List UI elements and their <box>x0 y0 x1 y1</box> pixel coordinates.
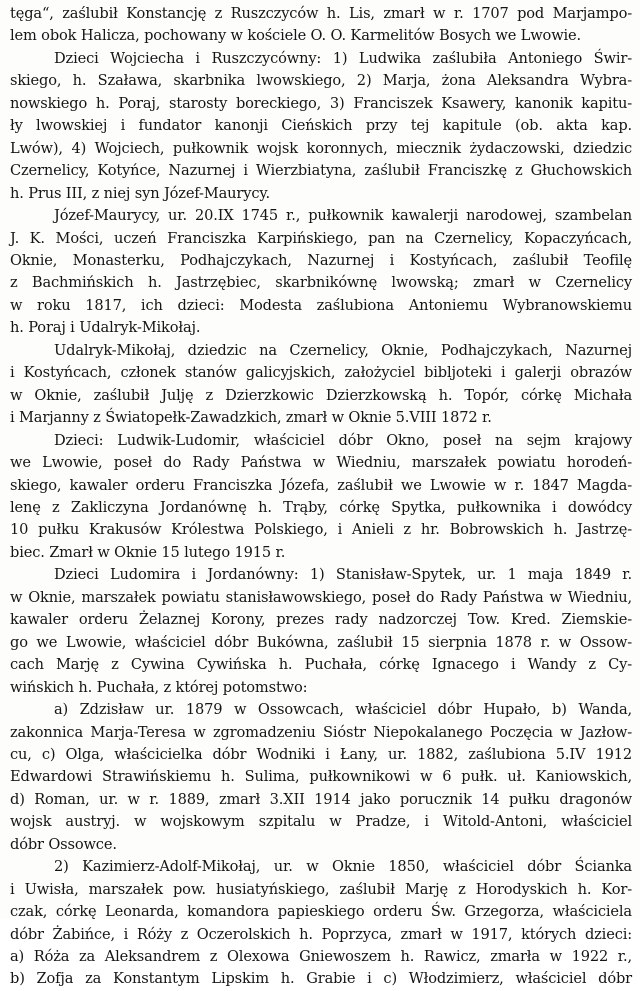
text-line: w roku 1817, ich dzieci: Modesta zaślubiona Antoniemu Wybranowskiemu <box>10 296 632 314</box>
text-line: Czernelicy, Kotyńce, Nazurnej i Wierzbiatyna, zaślubił Franciszkę z Głuchowskich <box>10 162 632 180</box>
text-line: z Bachmińskich h. Jastrzębiec, skarbnikównę lwowską; zmarł w Czernelicy <box>10 274 632 292</box>
text-line: a) Róża za Aleksandrem z Olexowa Gniewoszem h. Rawicz, zmarła w 1922 r., <box>10 948 632 966</box>
text-line: go we Lwowie, właściciel dóbr Bukówna, zaślubił 15 sierpnia 1878 r. w Ossow- <box>10 633 632 651</box>
text-line: nowskiego h. Poraj, starosty boreckiego, 3) Franciszek Ksawery, kanonik kapitu- <box>10 94 632 112</box>
text-line: 10 pułku Krakusów Królestwa Polskiego, i Anieli z hr. Bobrowskich h. Jastrzę- <box>10 521 632 539</box>
text-line: Dzieci Ludomira i Jordanówny: 1) Stanisław-Spytek, ur. 1 maja 1849 r. <box>54 566 632 584</box>
text-line: cu, c) Olga, właścicielka dóbr Wodniki i Łany, ur. 1882, zaślubiona 5.IV 1912 <box>10 745 632 763</box>
paragraph <box>10 3 632 48</box>
text-line: cach Marję z Cywina Cywińska h. Puchała, córkę Ignacego i Wandy z Cy- <box>10 656 632 674</box>
text-line: i Uwisła, marszałek pow. husiatyńskiego, zaślubił Marję z Horodyskich h. Kor- <box>10 880 632 898</box>
paragraph <box>10 699 632 856</box>
text-line: tęga“, zaślubił Konstancję z Ruszczyców h. Lis, zmarł w r. 1707 pod Marjampo- <box>10 5 632 22</box>
text-line: we Lwowie, poseł do Rady Państwa w Wiedniu, marszałek powiatu horodeń- <box>10 454 632 472</box>
text-line: Dzieci: Ludwik-Ludomir, właściciel dóbr Okno, poseł na sejm krajowy <box>54 431 632 449</box>
text-line: zakonnica Marja-Teresa w zgromadzeniu Sióstr Niepokalanego Poczęcia w Jazłow- <box>10 723 632 741</box>
paragraph <box>10 48 632 205</box>
paragraph <box>10 430 632 565</box>
text-line: czak, córkę Leonarda, komandora papieskiego orderu Św. Grzegorza, właściciela <box>10 903 632 921</box>
text-line: dóbr Żabińce, i Róży z Oczerolskich h. Poprzyca, zmarł w 1917, których dzieci: <box>10 925 632 943</box>
text-line: Lwów), 4) Wojciech, pułkownik wojsk koronnych, miecznik żydaczowski, dziedzic <box>10 139 632 157</box>
text-line: i Kostyńcach, członek stanów galicyjskich, założyciel bibljoteki i galerji obrazów <box>10 364 632 382</box>
text-line: ły lwowskiej i fundator kanonji Cieńskich przy tej kapitule (ob. akta kap. <box>10 117 632 135</box>
paragraph <box>10 856 632 991</box>
text-line: skiego, h. Szaława, skarbnika lwowskiego, 2) Marja, żona Aleksandra Wybra- <box>10 72 632 90</box>
text-line: h. Prus III, z niej syn Józef-Maurycy. <box>10 184 270 202</box>
text-line: i Marjanny z Światopełk-Zawadzkich, zmarł w Oknie 5.VIII 1872 r. <box>10 409 492 427</box>
text-line: wojsk austryj. w wojskowym szpitalu w Pradze, i Witold-Antoni, właściciel <box>10 813 632 831</box>
text-line: kawaler orderu Żelaznej Korony, prezes rady nadzorczej Tow. Kred. Ziemskie- <box>10 611 632 629</box>
text-line: d) Roman, ur. w r. 1889, zmarł 3.XII 1914 jako porucznik 14 pułku dragonów <box>10 790 632 808</box>
text-line: lem obok Halicza, pochowany w kościele O. O. Karmelitów Bosych we Lwowie. <box>10 27 582 45</box>
text-line: skiego, kawaler orderu Franciszka Józefa, zaślubił we Lwowie w r. 1847 Magda- <box>10 476 632 494</box>
text-line: w Oknie, marszałek powiatu stanisławowskiego, poseł do Rady Państwa w Wiedniu, <box>10 588 632 606</box>
text-line: wińskich h. Puchała, z której potomstwo: <box>10 678 308 696</box>
text-line: J. K. Mości, uczeń Franciszka Karpińskiego, pan na Czernelicy, Kopaczyńcach, <box>10 229 632 247</box>
text-line: Udalryk-Mikołaj, dziedzic na Czernelicy, Oknie, Podhajczykach, Nazurnej <box>54 341 632 359</box>
text-line: Józef-Maurycy, ur. 20.IX 1745 r., pułkownik kawalerji narodowej, szambelan <box>54 207 632 225</box>
text-line: b) Zofja za Konstantym Lipskim h. Grabie i c) Włodzimierz, właściciel dóbr <box>10 970 632 988</box>
text-line: a) Zdzisław ur. 1879 w Ossowcach, właściciel dóbr Hupało, b) Wanda, <box>54 701 632 719</box>
paragraph <box>10 564 632 699</box>
text-line: 2) Kazimierz-Adolf-Mikołaj, ur. w Oknie 1850, właściciel dóbr Ścianka <box>54 858 632 876</box>
text-line: dóbr Ossowce. <box>10 835 117 853</box>
text-line: Edwardowi Strawińskiemu h. Sulima, pułkownikowi w 6 pułk. uł. Kaniowskich, <box>10 768 632 786</box>
text-line: h. Poraj i Udalryk-Mikołaj. <box>10 319 201 337</box>
text-line: biec. Zmarł w Oknie 15 lutego 1915 r. <box>10 543 286 561</box>
text-line: Oknie, Monasterku, Podhajczykach, Nazurnej i Kostyńcach, zaślubił Teofilę <box>10 251 632 269</box>
paragraph <box>10 205 632 340</box>
paragraph <box>10 340 632 430</box>
text-line: w Oknie, zaślubił Julję z Dzierzkowic Dzierzkowską h. Topór, córkę Michała <box>10 386 632 404</box>
text-line: Dzieci Wojciecha i Ruszczycówny: 1) Ludwika zaślubiła Antoniego Świr- <box>54 49 632 67</box>
text-line: lenę z Zakliczyna Jordanównę h. Trąby, córkę Spytka, pułkownika i dowódcy <box>10 498 632 516</box>
